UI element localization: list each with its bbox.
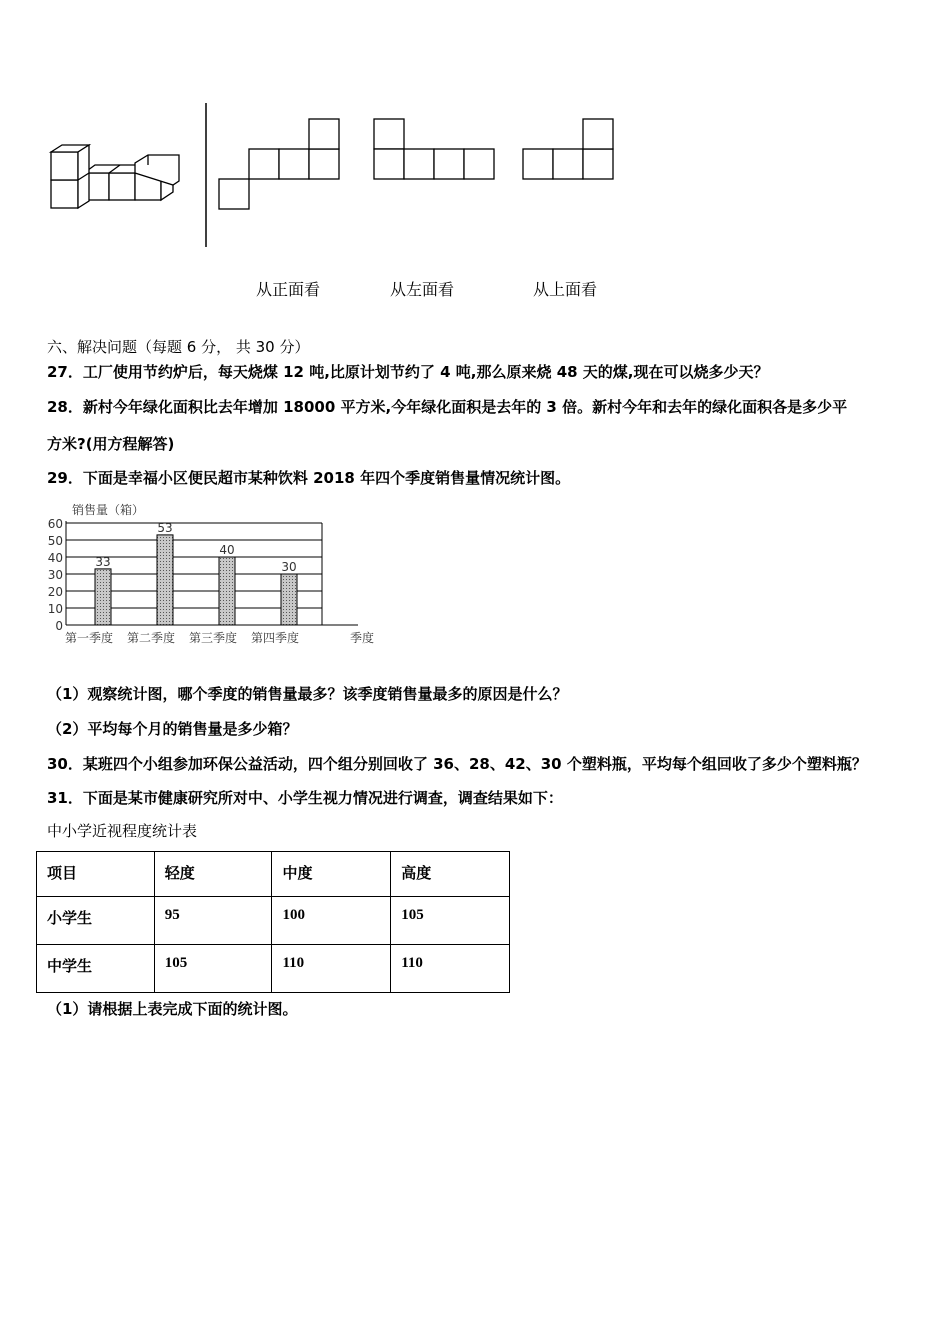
x-category-label: 第一季度 bbox=[64, 631, 114, 645]
question-27: 27．工厂使用节约炉后，每天烧煤 12 吨,比原计划节约了 4 吨,那么原来烧 48 天的煤,现在可以烧多少天？ bbox=[47, 363, 769, 381]
table-row bbox=[37, 945, 510, 993]
x-category-label: 第三季度 bbox=[188, 631, 238, 645]
cube-views-figure bbox=[40, 95, 640, 255]
table-cell: 110 bbox=[391, 945, 510, 993]
table-cell: 110 bbox=[272, 945, 391, 993]
y-tick-label: 30 bbox=[47, 568, 63, 582]
top-view-label: 从上面看 bbox=[533, 280, 598, 299]
table-cell: 100 bbox=[272, 897, 391, 945]
table-row bbox=[37, 897, 510, 945]
question-29-sub2: （2）平均每个月的销售量是多少箱？ bbox=[47, 720, 298, 738]
table-header-cell: 高度 bbox=[391, 852, 510, 897]
question-31: 31．下面是某市健康研究所对中、小学生视力情况进行调查，调查结果如下： bbox=[47, 789, 563, 807]
y-tick-label: 20 bbox=[47, 585, 63, 599]
y-tick-label: 0 bbox=[55, 619, 63, 633]
question-28-line2: 方米?(用方程解答) bbox=[47, 435, 175, 453]
table-cell: 95 bbox=[154, 897, 272, 945]
sales-bar-chart bbox=[40, 495, 380, 650]
table-cell: 中学生 bbox=[37, 945, 155, 993]
section-heading: 六、解决问题（每题 6 分， 共 30 分） bbox=[47, 338, 310, 356]
bar bbox=[157, 535, 173, 625]
x-category-label: 第二季度 bbox=[126, 631, 176, 645]
question-29: 29．下面是幸福小区便民超市某种饮料 2018 年四个季度销售量情况统计图。 bbox=[47, 469, 571, 487]
front-view-label: 从正面看 bbox=[256, 280, 321, 299]
y-tick-label: 50 bbox=[47, 534, 63, 548]
bar-value-label: 53 bbox=[157, 520, 173, 535]
y-axis-title: 销售量（箱） bbox=[72, 503, 145, 517]
table-cell: 小学生 bbox=[37, 897, 155, 945]
table-title: 中小学近视程度统计表 bbox=[47, 822, 198, 840]
vision-table bbox=[36, 851, 510, 993]
bar bbox=[219, 557, 235, 625]
bar bbox=[281, 574, 297, 625]
question-28-line1: 28．新村今年绿化面积比去年增加 18000 平方米,今年绿化面积是去年的 3 倍。新村今年和去年的绿化面积各是多少平 bbox=[47, 398, 848, 416]
table-cell: 105 bbox=[154, 945, 272, 993]
bar-value-label: 40 bbox=[219, 543, 235, 557]
left-view-label: 从左面看 bbox=[390, 280, 455, 299]
y-tick-label: 10 bbox=[47, 602, 63, 616]
bar-value-label: 33 bbox=[95, 554, 111, 569]
table-header-cell: 轻度 bbox=[154, 852, 272, 897]
left-view-squares bbox=[374, 119, 494, 179]
question-29-sub1: （1）观察统计图，哪个季度的销售量最多？该季度销售量最多的原因是什么？ bbox=[47, 685, 568, 703]
table-cell: 105 bbox=[391, 897, 510, 945]
table-header-cell: 项目 bbox=[37, 852, 155, 897]
table-header-cell: 中度 bbox=[272, 852, 391, 897]
cube-solid bbox=[51, 145, 179, 208]
question-30: 30．某班四个小组参加环保公益活动，四个组分别回收了 36、28、42、30 个塑料瓶，平均每个组回收了多少个塑料瓶？ bbox=[47, 755, 867, 773]
top-view-squares bbox=[523, 119, 613, 179]
bar bbox=[95, 569, 111, 625]
front-view-squares bbox=[219, 119, 339, 209]
y-tick-label: 40 bbox=[47, 551, 63, 565]
table-header-row bbox=[37, 852, 510, 897]
bar-value-label: 30 bbox=[281, 560, 297, 574]
question-31-sub1: （1）请根据上表完成下面的统计图。 bbox=[47, 1000, 298, 1018]
y-tick-label: 60 bbox=[47, 517, 63, 531]
x-category-label: 第四季度 bbox=[250, 631, 300, 645]
x-axis-title: 季度 bbox=[350, 631, 375, 645]
